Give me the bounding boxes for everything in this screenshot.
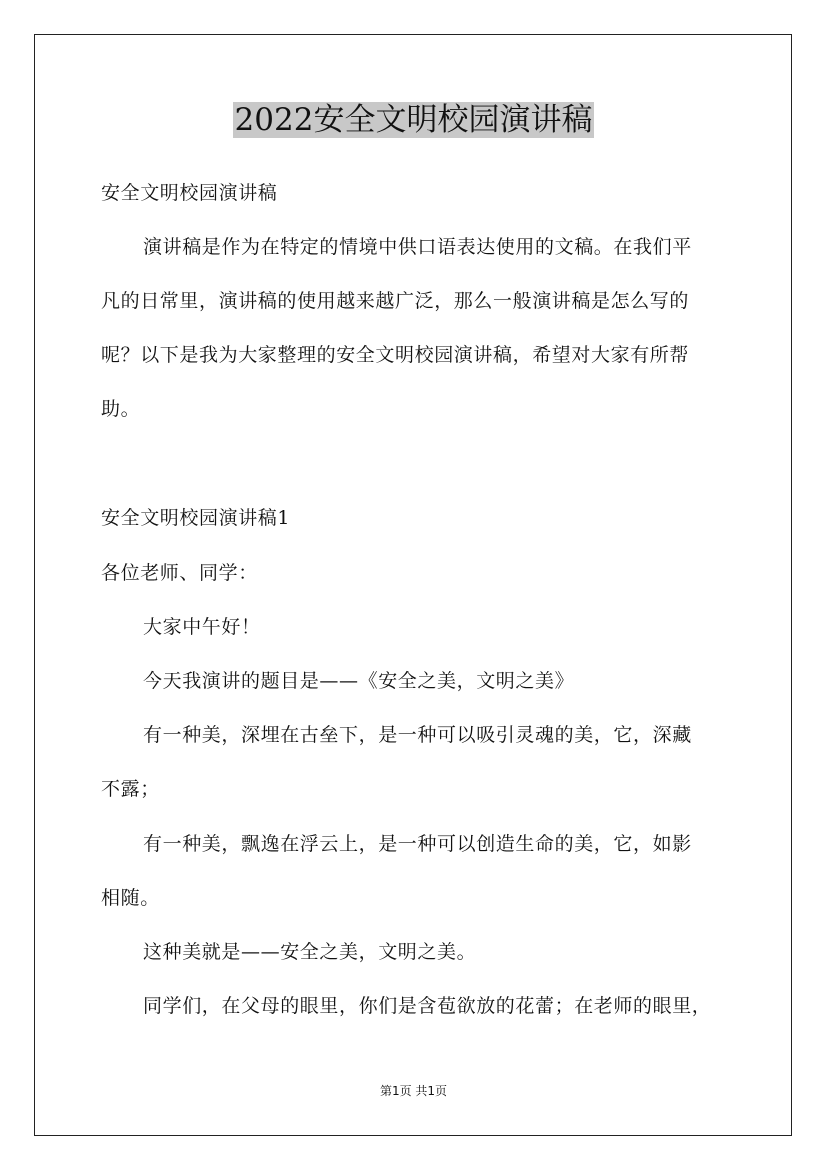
paragraph-line: 有一种美，深埋在古垒下，是一种可以吸引灵魂的美，它，深藏 [143,724,692,746]
paragraph-line: 有一种美，飘逸在浮云上，是一种可以创造生命的美，它，如影 [143,833,692,855]
greeting: 大家中午好！ [143,616,261,638]
document-title [0,100,827,140]
section-heading: 安全文明校园演讲稿1 [101,507,291,529]
intro-line: 演讲稿是作为在特定的情境中供口语表达使用的文稿。在我们平 [143,236,692,258]
document-subtitle: 安全文明校园演讲稿 [101,182,278,204]
speech-topic: 今天我演讲的题目是——《安全之美，文明之美》 [143,670,575,692]
paragraph-line: 这种美就是——安全之美，文明之美。 [143,941,477,963]
paragraph-line: 同学们，在父母的眼里，你们是含苞欲放的花蕾；在老师的眼里， [143,995,712,1017]
page-number-footer: 第1页 共1页 [379,1084,448,1098]
intro-line: 助。 [101,398,141,420]
salutation: 各位老师、同学： [101,562,258,584]
document-title-text: 2022安全文明校园演讲稿 [234,102,593,138]
paragraph-line: 不露； [101,778,160,800]
paragraph-line: 相随。 [101,887,160,909]
intro-line: 凡的日常里，演讲稿的使用越来越广泛，那么一般演讲稿是怎么写的 [101,290,690,312]
intro-line: 呢？以下是我为大家整理的安全文明校园演讲稿，希望对大家有所帮 [101,344,690,366]
